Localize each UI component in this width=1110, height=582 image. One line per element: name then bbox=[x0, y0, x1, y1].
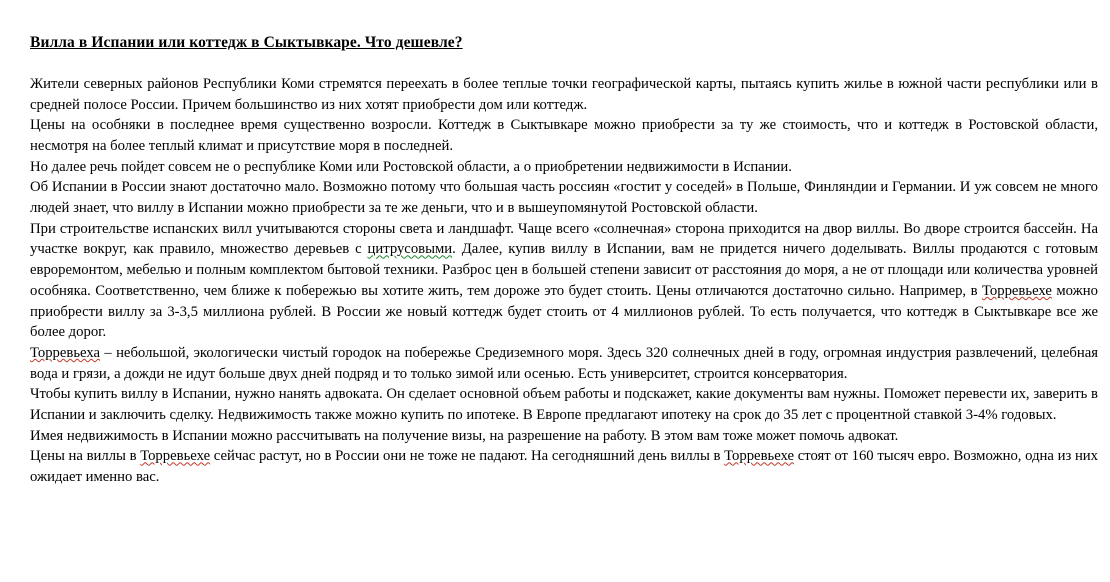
spellcheck-spelling-mark[interactable]: Торревьехе bbox=[982, 282, 1052, 299]
paragraph-text: . Далее, купив виллу в Испании, вам не придется ничего доделывать. Виллы продаются с готовым евроремонтом, мебелью и полным комплектом бытовой техники. Разброс цен в большей степени зависит от расстояния до моря, а не от площади или количества уровней особняка. Соответственно, чем ближе к побережью вы хотите жить, тем дороже это будет стоить. Цены отличаются достаточно сильно. Например, в bbox=[30, 241, 1098, 299]
paragraph-text: Цены на виллы в bbox=[30, 448, 141, 465]
paragraph bbox=[30, 343, 1098, 384]
paragraph bbox=[30, 115, 1098, 156]
spellcheck-grammar-mark[interactable]: цитрусовыми bbox=[367, 241, 453, 258]
paragraph-text: – небольшой, экологически чистый городок на побережье Средиземного моря. Здесь 320 солнечных дней в году, огромная индустрия развлечений, целебная вода и грязи, а дожди не идут больше двух дней подряд и то только зимой или осенью. Есть университет, строится консерватория. bbox=[30, 344, 1098, 382]
paragraph bbox=[30, 446, 1098, 487]
paragraph bbox=[30, 426, 1098, 447]
paragraph bbox=[30, 157, 1098, 178]
paragraph-text: При строительстве испанских вилл учитываются стороны света и ландшафт. Чаще всего «солнечная» сторона приходится на двор виллы. Во дворе строится бассейн. На участке вокруг, как правило, множество деревьев с bbox=[30, 220, 1098, 258]
paragraph bbox=[30, 177, 1098, 218]
paragraph-text: Чтобы купить виллу в Испании, нужно нанять адвоката. Он сделает основной объем работы и подскажет, какие документы вам нужны. Поможет перевести их, заверить в Испании и заключить сделку. Недвижимость также можно купить по ипотеке. В Европе предлагают ипотеку на срок до 35 лет с процентной ставкой 3-4% годовых. bbox=[30, 386, 1098, 424]
paragraph-text: Цены на особняки в последнее время существенно возросли. Коттедж в Сыктывкаре можно приобрести за ту же стоимость, что и коттедж в Ростовской области, несмотря на более теплый климат и присутствие моря в последней. bbox=[30, 117, 1098, 154]
paragraph bbox=[30, 219, 1098, 343]
page-title: Вилла в Испании или коттедж в Сыктывкаре. Что дешевле? bbox=[30, 34, 463, 51]
paragraph-text: Жители северных районов Республики Коми стремятся переехать в более теплые точки географической карты, пытаясь купить жилье в южной части республики или в средней полосе России. Причем большинство из них хотят приобрести дом или коттедж. bbox=[30, 75, 1098, 113]
paragraph-text: Но далее речь пойдет совсем не о республике Коми или Ростовской области, а о приобретении недвижимости в Испании. bbox=[30, 158, 792, 175]
document-body bbox=[30, 74, 1098, 488]
paragraph-text: сейчас растут, но в России они не тоже не падают. На сегодняшний день виллы в bbox=[210, 448, 725, 465]
paragraph bbox=[30, 74, 1098, 115]
paragraph bbox=[30, 384, 1098, 425]
paragraph-text: можно приобрести виллу за 3-3,5 миллиона рублей. В России же новый коттедж будет стоить от 4 миллионов рублей. То есть получается, что коттедж в Сыктывкаре все же более дорог. bbox=[30, 282, 1099, 341]
spellcheck-spelling-mark[interactable]: Торревьехе bbox=[140, 448, 211, 465]
paragraph-text: Имея недвижимость в Испании можно рассчитывать на получение визы, на разрешение на работу. В этом вам тоже может помочь адвокат. bbox=[30, 427, 899, 444]
paragraph-text: стоят от 160 тысяч евро. Возможно, одна из них ожидает именно вас. bbox=[30, 448, 1099, 486]
spellcheck-spelling-mark[interactable]: Торревьехе bbox=[724, 448, 795, 465]
paragraph-text: Об Испании в России знают достаточно мало. Возможно потому что большая часть россиян «гостит у соседей» в Польше, Финляндии и Германии. И уж совсем не много людей знает, что виллу в Испании можно приобрести за те же деньги, что и в вышеупомянутой Ростовской области. bbox=[30, 179, 1098, 217]
spellcheck-spelling-mark[interactable]: Торревьеха bbox=[30, 344, 101, 361]
